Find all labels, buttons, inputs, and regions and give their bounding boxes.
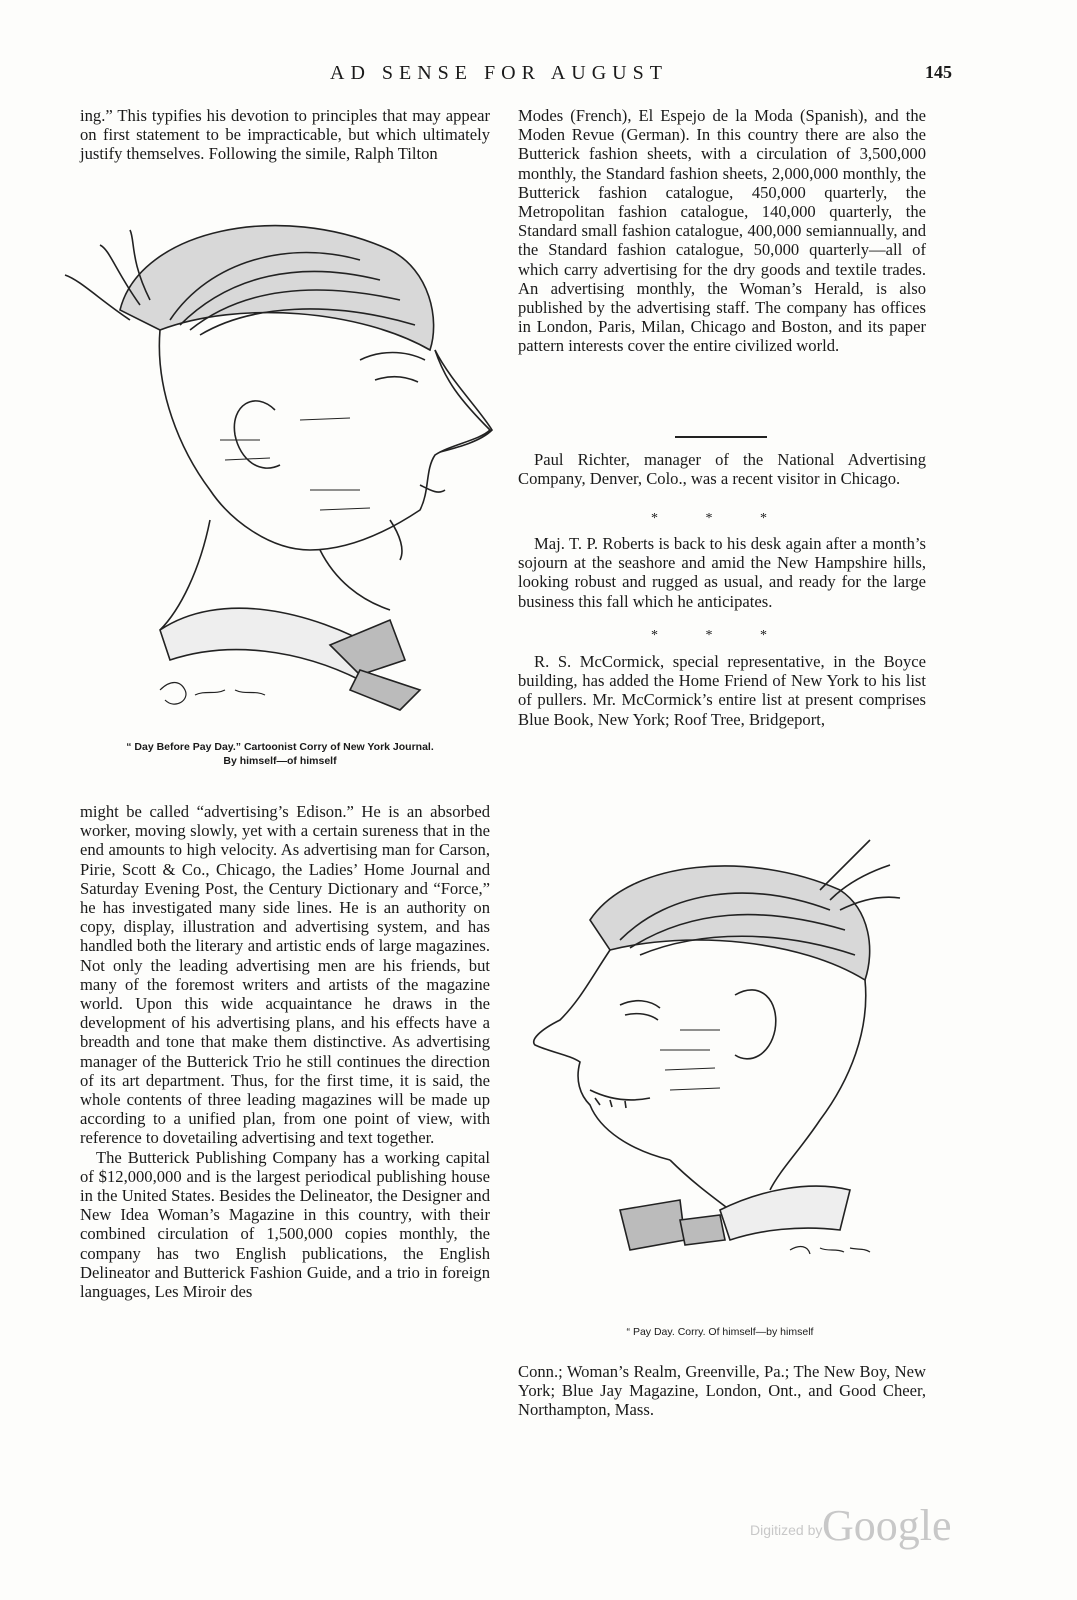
digitized-by-label: Digitized by xyxy=(750,1522,823,1538)
caricature-pay-day xyxy=(520,830,920,1300)
page-header xyxy=(0,62,1077,92)
right-bottom-text: Conn.; Woman’s Realm, Greenville, Pa.; The New Boy, New York; Blue Jay Magazine, London, Ont., and Good Cheer, Northampton, Mass. xyxy=(518,1362,926,1420)
note-paul-richter: Paul Richter, manager of the National Advertising Company, Denver, Colo., was a recent visitor in Chicago. xyxy=(518,450,926,489)
note-mccormick: R. S. McCormick, special representative, in the Boyce building, has added the Home Friend of New York to his list of pullers. Mr. McCormick’s entire list at present comprises Blue Book, New York; Roof Tree, Bridgeport, xyxy=(518,652,926,729)
section-rule xyxy=(675,436,767,438)
caricature-day-before-pay-day xyxy=(60,190,500,730)
caption-1: “ Day Before Pay Day.” Cartoonist Corry of New York Journal. By himself—of himself xyxy=(126,741,434,767)
note-maj-roberts: Maj. T. P. Roberts is back to his desk again after a month’s sojourn at the seashore and amid the New Hampshire hills, looking robust and rugged as usual, and ready for the large business this fall which he anticipates. xyxy=(518,534,926,611)
digitized-watermark xyxy=(750,1500,950,1550)
page-number: 145 xyxy=(925,62,952,82)
google-logo-text: Google xyxy=(822,1501,952,1550)
caption-2: “ Pay Day. Corry. Of himself—by himself xyxy=(626,1326,814,1338)
running-title: AD SENSE FOR AUGUST xyxy=(330,62,668,84)
left-body-text: might be called “advertising’s Edison.” He is an absorbed worker, moving slowly, yet with a certain sureness that in the end amounts to high velocity. As advertising man for Carson, Pirie, Scott & Co., Chicago, the Ladies’ Home Journal and Saturday Evening Post, the Century Dictionary and “Force,” he has investigated many side lines. He is an authority on copy, display, illustration and advertising system, and has handled both the literary and artistic ends of large magazines. Not only the leading advertising men are his friends, but many of the foremost writers and artists of the magazine world. Upon this wide acquaintance he draws in the development of his advertising plans, and his effects have a breadth and tone that make them distinctive. As advertising manager of the Butterick Trio he still continues the direction of its art department. Thus, for the first time, it is said, the whole contents of three leading magazines will be made up according to a unified plan, from one point of view, with reference to dovetailing advertising and text together. The Butterick Publishing Company has a working capital of $12,000,000 and is the largest periodical publishing house in the United States. Besides the Delineator, the Designer and New Idea Woman’s Magazine in this country, with their combined circulation of 1,500,000 copies monthly, the company has two English publications, the English Delineator and Butterick Fashion Guide, and a trio in foreign languages, Les Miroir des xyxy=(80,802,490,1302)
right-top-text: Modes (French), El Espejo de la Moda (Spanish), and the Moden Revue (German). In this country there are also the Butterick fashion sheets, with a circulation of 3,500,000 monthly, the Standard fashion sheets, 2,000,000 monthly, the Butterick fashion catalogue, 450,000 quarterly, the Metropolitan fashion catalogue, 140,000 quarterly, the Standard small fashion catalogue, 400,000 semiannually, and the Standard fashion catalogue, 50,000 quarterly—all of which carry advertising for the dry goods and textile trades. An advertising monthly, the Woman’s Herald, is also published by the advertising staff. The company has offices in London, Paris, Milan, Chicago and Boston, and its paper pattern interests cover the entire civilized world. xyxy=(518,106,926,356)
separator-stars-2: * * * xyxy=(651,628,789,643)
left-top-text: ing.” This typifies his devotion to principles that may appear on first statement to be impracticable, but which ultimately justify themselves. Following the simile, Ralph Tilton xyxy=(80,106,490,164)
separator-stars: * * * xyxy=(651,511,789,526)
